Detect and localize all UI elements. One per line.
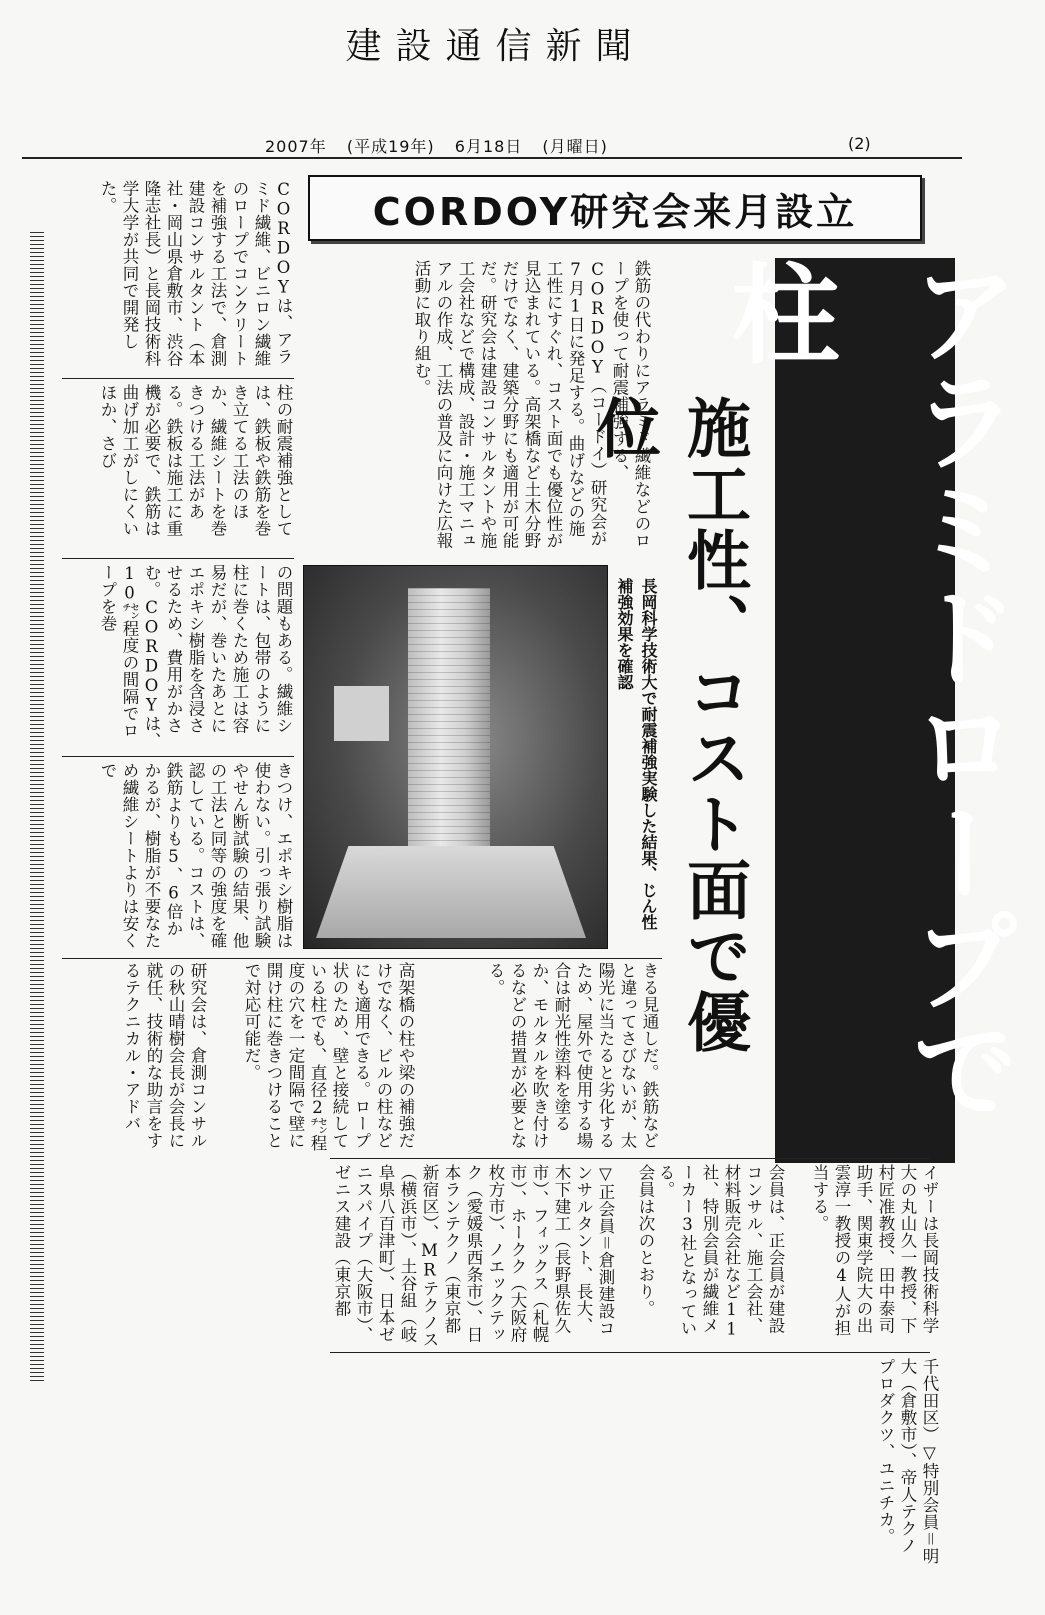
body-paragraph-9: 会員は、正会員が建設コンサル、施工会社、材料販売会社など11社、特別会員が繊維メーカー3社となっている。 [656,1164,785,1339]
main-headline-text: アラミドロープで柱 [713,258,1018,1122]
body-paragraph-8: イザーは長岡技術科学大の丸山久一教授、下村匠准教授、田中泰司助手、関東学院大の出雲淳一教授の4人が担当する。 [810,1164,939,1337]
photo-reinforced-column [408,588,490,853]
photo-window [334,686,389,741]
kicker-headline: CORDOY研究会来月設立 [308,175,922,241]
column-rule [62,958,662,959]
column-rule [330,1158,930,1159]
photo-caption: 長岡科学技術大で耐震補強実験した結果、じん性補強効果を確認 [615,578,658,930]
issue-weekday: (月曜日) [542,137,608,156]
issue-era: (平成19年) [346,137,435,156]
column-rule [62,378,294,379]
special-member-list: 千代田区）▽特別会員＝明大（倉敷市）、帝人テクノプロダクツ、ユニチカ。 [876,1358,939,1565]
newspaper-masthead: 建設通信新聞 [345,26,646,67]
body-paragraph-7: 研究会は、倉測コンサルの秋山晴樹会長が会長に就任、技術的な助言をするテクニカル・アドバ [122,962,207,1149]
body-paragraph-1: CORDOYは、アラミド繊維、ビニロン繊維のロープでコンクリートを補強する工法で、倉測建設コンサルタント（本社・岡山県倉敷市、渋谷隆志社長）と長岡技術科学大学が共同で開発した。 [98,180,293,367]
column-test-photo [303,565,608,949]
body-paragraph-5: きる見通しだ。鉄筋などと違ってさびないが、太陽光に当たると劣化するため、屋外で使用する場合は耐光性塗料を塗るか、モルタルを吹き付けるなどの措置が必要となる。 [486,962,659,1149]
body-paragraph-10: 会員は次のとおり。 [636,1164,655,1317]
column-rule [62,558,294,559]
dateline [265,134,622,157]
body-paragraph-4: きつけ、エポキシ樹脂は使わない。引っ張り試験やせん断試験の結果、他の工法と同等の強度を確認している。コストは、鉄筋よりも5、6倍かかるが、樹脂が不要なため繊維シートよりは安くで [98,762,293,949]
main-headline [713,258,1018,1163]
page-number: (2) [848,134,871,153]
header-rule [22,157,962,159]
column-margin-dots [30,232,44,1382]
body-paragraph-2: 柱の耐震補強としては、鉄板や鉄筋を巻き立てる工法のほか、繊維シートを巻きつける工法がある。鉄板は施工に重機が必要で、鉄筋は曲げ加工がしにくいほか、さび [98,384,293,537]
body-paragraph-3: の問題もある。繊維シートは、包帯のように柱に巻くため施工は容易だが、巻いたあとにエポキシ樹脂を含浸させるため、費用がかさむ。CORDOYは、10㌢程度の間隔でロープを巻 [98,564,293,749]
column-rule [62,756,294,757]
sub-headline: 施工性、コスト面で優位 [586,395,750,1055]
lead-paragraph: 鉄筋の代わりにアラミド繊維などのロープを使って耐震補強する、CORDOY（コードイ）研究会が7月1日に発足する。曲げなどの施工性にすぐれ、コスト面でも優位性が見込まれている。高架橋など土木分野だけでなく、建築分野にも適用が可能だ。研究会は建設コンサルタントや施工会社などで構成、設計・施工マニュアルの作成、工法の普及に向けた広報活動に取り組む。 [412,260,651,549]
issue-year: 2007年 [265,137,327,156]
body-paragraph-6: 高架橋の柱や梁の補強だけでなく、ビルの柱などにも適用できる。ロープ状のため、壁と接続している柱でも、直径2㌢程度の穴を一定間隔で壁に開け柱に巻きつけることで対応可能だ。 [242,962,415,1152]
issue-date: 6月18日 [454,137,523,156]
photo-footing [316,846,586,938]
column-rule [330,1352,930,1353]
member-list: ▽正会員＝倉測建設コンサルタント、長大、木下建工（長野県佐久市）、フィックス（札幌市）、ホークク（大阪府枚方市）、ノエックテック（愛媛県西条市）、日本ランテクノ（東京都新宿区）、MRテクノス（横浜市）、土谷組（岐阜県八百津町）、日本ゼニスパイプ（大阪市）、ゼニス建設（東京都 [332,1164,615,1348]
